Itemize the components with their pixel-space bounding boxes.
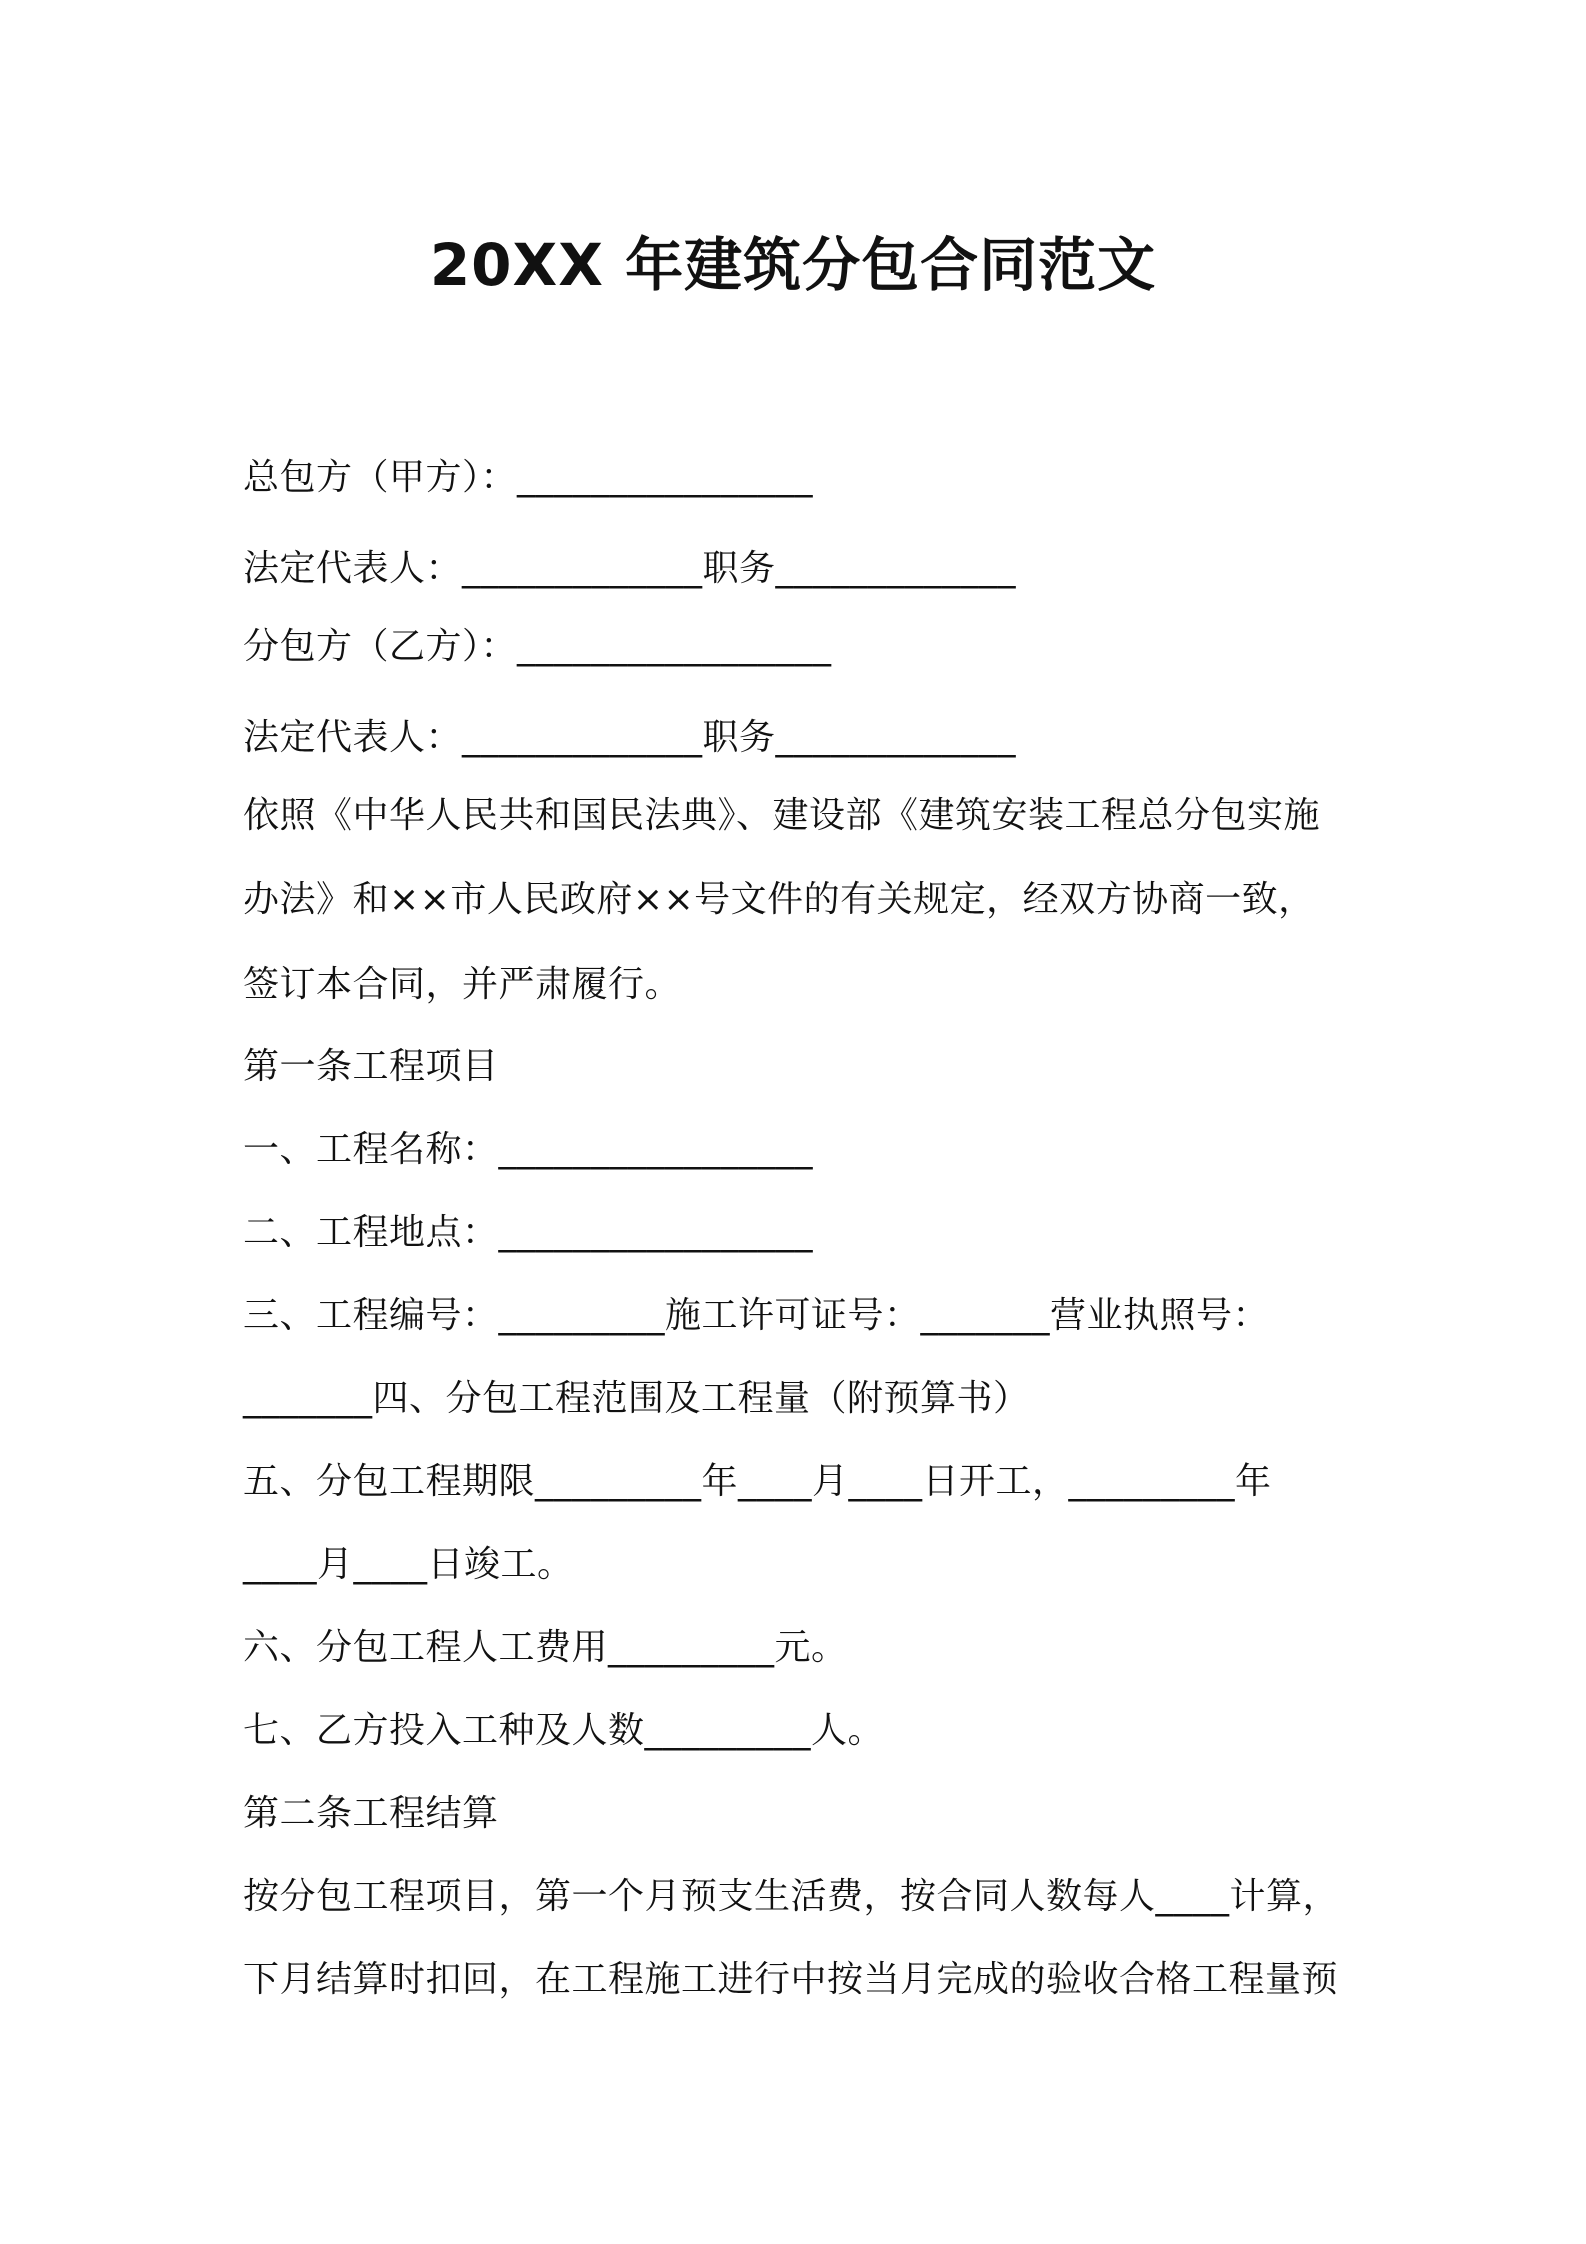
preamble-line-1: 依照《中华人民共和国民法典》、建设部《建筑安装工程总分包实施 xyxy=(243,795,1321,836)
workers-count-line: 七、乙方投入工种及人数_________人。 xyxy=(243,1710,885,1751)
preamble-line-2: 办法》和××市人民政府××号文件的有关规定，经双方协商一致， xyxy=(243,879,1315,920)
preamble-line-3: 签订本合同，并严肃履行。 xyxy=(243,964,682,1005)
settlement-line-1: 按分包工程项目，第一个月预支生活费，按合同人数每人____计算， xyxy=(243,1876,1340,1917)
article-2-heading: 第二条工程结算 xyxy=(243,1793,499,1834)
project-number-line: 三、工程编号：_________施工许可证号：_______营业执照号： xyxy=(243,1295,1270,1336)
project-location-line: 二、工程地点：_________________ xyxy=(243,1212,814,1253)
party-a-line: 总包方（甲方）：________________ xyxy=(243,457,814,498)
party-a-representative-line: 法定代表人：_____________职务_____________ xyxy=(243,548,1017,589)
project-period-line-2: ____月____日竣工。 xyxy=(243,1544,574,1585)
party-b-representative-line: 法定代表人：_____________职务_____________ xyxy=(243,717,1017,758)
project-period-line-1: 五、分包工程期限_________年____月____日开工，_________年 xyxy=(243,1461,1272,1502)
article-1-heading: 第一条工程项目 xyxy=(243,1046,499,1087)
labor-cost-line: 六、分包工程人工费用_________元。 xyxy=(243,1627,848,1668)
party-b-line: 分包方（乙方）：_________________ xyxy=(243,626,832,667)
document-title: 20XX 年建筑分包合同范文 xyxy=(429,231,1157,299)
project-scope-line: _______四、分包工程范围及工程量（附预算书） xyxy=(243,1378,1030,1419)
project-name-line: 一、工程名称：_________________ xyxy=(243,1129,814,1170)
settlement-line-2: 下月结算时扣回，在工程施工进行中按当月完成的验收合格工程量预 xyxy=(243,1959,1339,2000)
